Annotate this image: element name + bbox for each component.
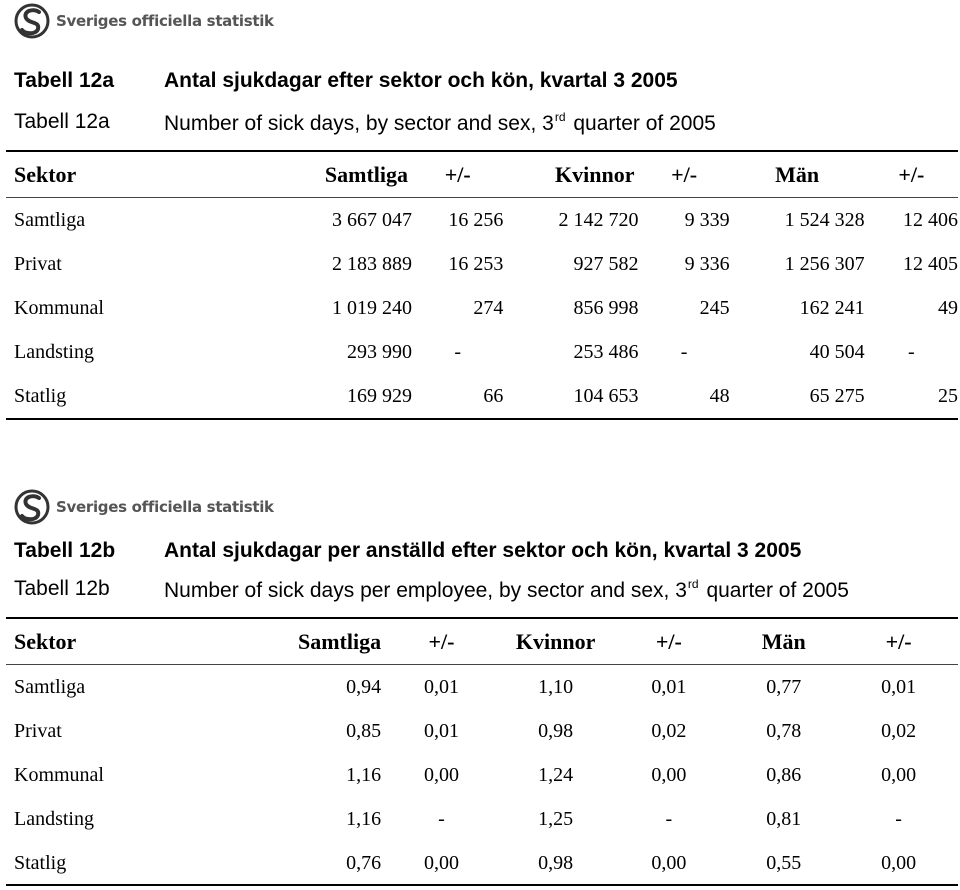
cell-change: 16 256 <box>448 208 504 231</box>
table-number: Tabell 12b <box>14 539 116 562</box>
table-row <box>6 286 958 330</box>
cell-kvinnor: 927 582 <box>573 252 639 275</box>
row-label: Samtliga <box>14 675 86 698</box>
cell-kvinnor: 0,98 <box>538 719 574 742</box>
table-row <box>6 665 958 709</box>
cell-man: 1 524 328 <box>784 208 865 231</box>
cell-samtliga: 1 019 240 <box>332 296 413 319</box>
row-label: Privat <box>14 719 62 742</box>
cell-change: 0,01 <box>881 675 917 698</box>
table-row <box>6 753 958 797</box>
cell-man: 65 275 <box>809 384 865 407</box>
col-header-samtliga: Samtliga <box>324 161 409 187</box>
cell-samtliga: 0,76 <box>346 851 382 874</box>
cell-man: 162 241 <box>799 296 865 319</box>
cell-change: 66 <box>483 384 504 407</box>
table-title: Antal sjukdagar efter sektor och kön, kvartal 3 2005 <box>164 69 678 92</box>
table-bottom-rule <box>6 884 958 886</box>
table-row <box>6 841 958 885</box>
cell-samtliga: 3 667 047 <box>332 208 413 231</box>
cell-kvinnor: 104 653 <box>573 384 639 407</box>
cell-change: 0,00 <box>423 763 459 786</box>
cell-change: 0,00 <box>881 851 917 874</box>
row-label: Landsting <box>14 807 94 830</box>
logo-text: Sveriges officiella statistik <box>56 498 274 516</box>
col-header-samtliga: Samtliga <box>298 628 382 654</box>
cell-kvinnor: 1,25 <box>538 807 574 830</box>
cell-change: 16 253 <box>448 252 504 275</box>
data-table <box>6 618 958 885</box>
col-header-man: Män <box>761 628 806 654</box>
cell-change: 9 336 <box>684 252 730 275</box>
header-row <box>6 151 958 198</box>
cell-change: 12 405 <box>903 252 958 275</box>
col-header-kvinnor: Kvinnor <box>555 161 635 187</box>
cell-change: 0,01 <box>423 675 459 698</box>
cell-change: - <box>907 340 915 363</box>
cell-change: 245 <box>699 296 730 319</box>
cell-change: - <box>665 807 673 830</box>
table-bottom-rule <box>6 418 958 420</box>
table-row <box>6 797 958 841</box>
row-label: Privat <box>14 252 62 275</box>
cell-man: 0,55 <box>766 851 802 874</box>
cell-kvinnor: 1,24 <box>538 763 574 786</box>
table-title: Antal sjukdagar per anställd efter sektor och kön, kvartal 3 2005 <box>164 539 802 562</box>
table-title: Number of sick days per employee, by sector and sex, 3rd quarter of 2005 <box>164 577 849 602</box>
sos-logo <box>13 489 274 525</box>
cell-change: 49 <box>938 296 958 319</box>
cell-samtliga: 1,16 <box>346 763 382 786</box>
cell-change: 0,01 <box>651 675 687 698</box>
cell-change: 25 <box>938 384 958 407</box>
cell-man: 0,77 <box>766 675 802 698</box>
cell-man: 1 256 307 <box>784 252 865 275</box>
data-table <box>6 151 958 418</box>
cell-samtliga: 0,85 <box>346 719 382 742</box>
row-label: Samtliga <box>14 208 86 231</box>
cell-man: 0,78 <box>766 719 802 742</box>
cell-change: - <box>680 340 688 363</box>
table-number: Tabell 12a <box>14 110 110 133</box>
col-header-change: +/- <box>898 161 925 187</box>
cell-change: 0,00 <box>651 851 687 874</box>
table-title: Number of sick days, by sector and sex, 3rd quarter of 2005 <box>164 110 716 135</box>
cell-kvinnor: 856 998 <box>573 296 639 319</box>
row-label: Landsting <box>14 340 94 363</box>
cell-samtliga: 293 990 <box>347 340 413 363</box>
col-header-change: +/- <box>885 628 912 654</box>
sos-logo-icon <box>13 489 53 525</box>
cell-change: 0,00 <box>423 851 459 874</box>
col-header-change: +/- <box>655 628 682 654</box>
cell-samtliga: 169 929 <box>347 384 413 407</box>
cell-change: - <box>454 340 462 363</box>
cell-man: 40 504 <box>809 340 865 363</box>
cell-change: 48 <box>709 384 730 407</box>
cell-samtliga: 1,16 <box>346 807 382 830</box>
cell-change: 0,02 <box>881 719 917 742</box>
table-number: Tabell 12b <box>14 577 110 600</box>
cell-kvinnor: 253 486 <box>573 340 639 363</box>
col-header-sektor: Sektor <box>14 161 77 187</box>
col-header-kvinnor: Kvinnor <box>515 628 596 654</box>
logo-text: Sveriges officiella statistik <box>56 12 274 30</box>
table-row <box>6 198 958 242</box>
table-number: Tabell 12a <box>14 69 114 92</box>
cell-change: 274 <box>473 296 504 319</box>
cell-kvinnor: 2 142 720 <box>558 208 639 231</box>
cell-change: 0,00 <box>651 763 687 786</box>
row-label: Statlig <box>14 851 67 874</box>
cell-change: 12 406 <box>903 208 958 231</box>
cell-change: 9 339 <box>684 208 730 231</box>
cell-change: 0,01 <box>423 719 459 742</box>
cell-samtliga: 0,94 <box>346 675 382 698</box>
table-row <box>6 709 958 753</box>
cell-change: - <box>438 807 445 830</box>
row-label: Kommunal <box>14 763 104 786</box>
col-header-change: +/- <box>671 161 698 187</box>
cell-change: 0,00 <box>881 763 917 786</box>
header-row <box>6 618 958 665</box>
row-label: Kommunal <box>14 296 104 319</box>
col-header-change: +/- <box>444 161 471 187</box>
sos-logo-icon <box>13 3 53 39</box>
col-header-man: Män <box>775 161 820 187</box>
cell-change: 0,02 <box>651 719 687 742</box>
cell-man: 0,81 <box>766 807 802 830</box>
table-row <box>6 242 958 286</box>
sos-logo <box>13 3 274 39</box>
cell-samtliga: 2 183 889 <box>332 252 413 275</box>
cell-change: - <box>895 807 902 830</box>
cell-kvinnor: 0,98 <box>538 851 574 874</box>
row-label: Statlig <box>14 384 67 407</box>
table-row <box>6 374 958 418</box>
col-header-change: +/- <box>428 628 455 654</box>
cell-kvinnor: 1,10 <box>538 675 574 698</box>
table-row <box>6 330 958 374</box>
col-header-sektor: Sektor <box>14 628 77 654</box>
cell-man: 0,86 <box>766 763 802 786</box>
